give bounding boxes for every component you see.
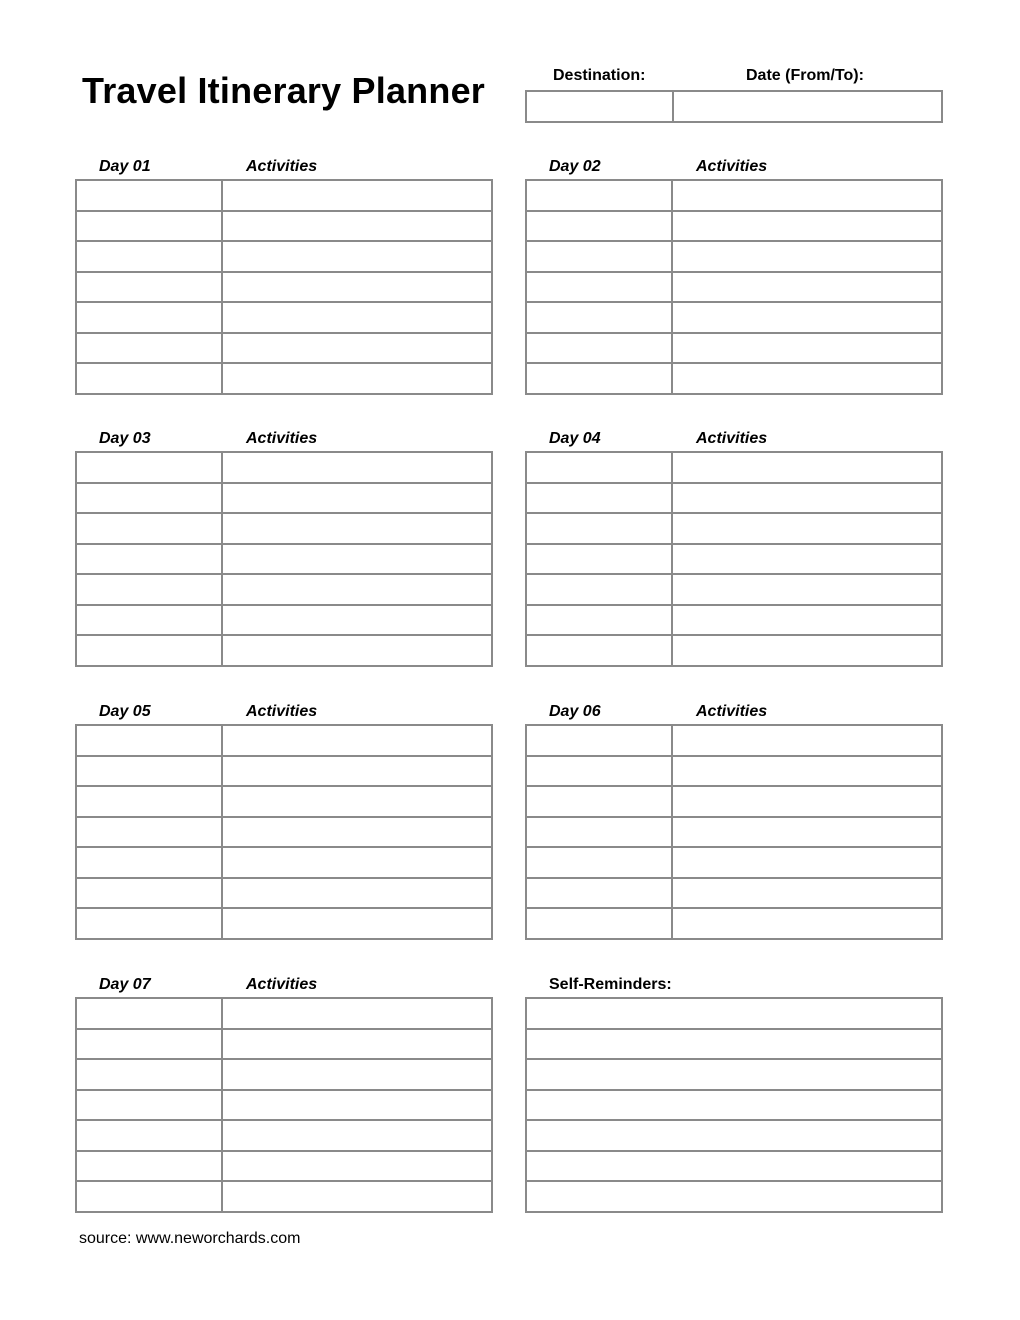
table-row[interactable] bbox=[77, 1091, 491, 1122]
activity-cell[interactable] bbox=[223, 757, 491, 786]
time-cell[interactable] bbox=[527, 757, 673, 786]
table-row[interactable] bbox=[527, 212, 941, 243]
activity-cell[interactable] bbox=[223, 726, 491, 755]
activity-cell[interactable] bbox=[223, 334, 491, 363]
list-item[interactable] bbox=[527, 1152, 941, 1183]
table-row[interactable] bbox=[77, 1060, 491, 1091]
activity-cell[interactable] bbox=[223, 787, 491, 816]
activity-cell[interactable] bbox=[673, 364, 941, 393]
time-cell[interactable] bbox=[527, 848, 673, 877]
time-cell[interactable] bbox=[527, 273, 673, 302]
activities-label: Activities bbox=[246, 430, 318, 447]
reminders-grid bbox=[525, 997, 943, 1213]
time-cell[interactable] bbox=[77, 1152, 223, 1181]
day-label: Day 04 bbox=[549, 430, 601, 447]
day-label: Day 02 bbox=[549, 158, 601, 175]
reminders-label: Self-Reminders: bbox=[549, 976, 672, 993]
day-grid bbox=[525, 179, 943, 395]
table-row[interactable] bbox=[527, 879, 941, 910]
table-row[interactable] bbox=[527, 484, 941, 515]
table-row[interactable] bbox=[77, 364, 491, 393]
time-cell[interactable] bbox=[527, 484, 673, 513]
date-field[interactable] bbox=[674, 92, 941, 121]
time-cell[interactable] bbox=[77, 818, 223, 847]
day-grid bbox=[75, 451, 493, 667]
destination-field[interactable] bbox=[527, 92, 674, 121]
time-cell[interactable] bbox=[77, 303, 223, 332]
table-row[interactable] bbox=[527, 453, 941, 484]
table-row[interactable] bbox=[527, 848, 941, 879]
time-cell[interactable] bbox=[77, 787, 223, 816]
table-row[interactable] bbox=[77, 636, 491, 665]
time-cell[interactable] bbox=[77, 757, 223, 786]
time-cell[interactable] bbox=[77, 364, 223, 393]
table-row[interactable] bbox=[77, 303, 491, 334]
table-row[interactable] bbox=[77, 999, 491, 1030]
day-grid bbox=[75, 724, 493, 940]
table-row[interactable] bbox=[77, 242, 491, 273]
reminder-cell[interactable] bbox=[527, 1182, 941, 1211]
time-cell[interactable] bbox=[527, 334, 673, 363]
day-label: Day 07 bbox=[99, 976, 151, 993]
header-input-box bbox=[525, 90, 943, 123]
time-cell[interactable] bbox=[527, 364, 673, 393]
day-grid bbox=[75, 179, 493, 395]
table-row[interactable] bbox=[77, 726, 491, 757]
activity-cell[interactable] bbox=[673, 484, 941, 513]
day-label: Day 03 bbox=[99, 430, 151, 447]
activity-cell[interactable] bbox=[673, 545, 941, 574]
day-grid bbox=[75, 997, 493, 1213]
table-row[interactable] bbox=[77, 787, 491, 818]
table-row[interactable] bbox=[527, 303, 941, 334]
table-row[interactable] bbox=[527, 726, 941, 757]
activity-cell[interactable] bbox=[223, 818, 491, 847]
table-row[interactable] bbox=[77, 545, 491, 576]
table-row[interactable] bbox=[77, 818, 491, 849]
list-item[interactable] bbox=[527, 1030, 941, 1061]
activity-cell[interactable] bbox=[673, 726, 941, 755]
list-item[interactable] bbox=[527, 1091, 941, 1122]
activity-cell[interactable] bbox=[223, 303, 491, 332]
table-row[interactable] bbox=[77, 273, 491, 304]
list-item[interactable] bbox=[527, 1060, 941, 1091]
table-row[interactable] bbox=[527, 334, 941, 365]
time-cell[interactable] bbox=[77, 1091, 223, 1120]
activity-cell[interactable] bbox=[223, 364, 491, 393]
activity-cell[interactable] bbox=[673, 848, 941, 877]
table-row[interactable] bbox=[527, 757, 941, 788]
table-row[interactable] bbox=[527, 909, 941, 938]
activity-cell[interactable] bbox=[223, 575, 491, 604]
activity-cell[interactable] bbox=[223, 999, 491, 1028]
table-row[interactable] bbox=[527, 514, 941, 545]
activity-cell[interactable] bbox=[223, 181, 491, 210]
activity-cell[interactable] bbox=[223, 848, 491, 877]
reminder-cell[interactable] bbox=[527, 1121, 941, 1150]
reminder-cell[interactable] bbox=[527, 1152, 941, 1181]
activity-cell[interactable] bbox=[673, 636, 941, 665]
time-cell[interactable] bbox=[77, 484, 223, 513]
time-cell[interactable] bbox=[77, 726, 223, 755]
activities-label: Activities bbox=[246, 703, 318, 720]
activity-cell[interactable] bbox=[673, 818, 941, 847]
table-row[interactable] bbox=[77, 1152, 491, 1183]
day-label: Day 06 bbox=[549, 703, 601, 720]
list-item[interactable] bbox=[527, 999, 941, 1030]
time-cell[interactable] bbox=[77, 273, 223, 302]
table-row[interactable] bbox=[77, 181, 491, 212]
time-cell[interactable] bbox=[77, 1030, 223, 1059]
table-row[interactable] bbox=[77, 453, 491, 484]
activity-cell[interactable] bbox=[223, 606, 491, 635]
table-row[interactable] bbox=[77, 212, 491, 243]
time-cell[interactable] bbox=[527, 453, 673, 482]
activity-cell[interactable] bbox=[223, 453, 491, 482]
reminder-cell[interactable] bbox=[527, 999, 941, 1028]
activity-cell[interactable] bbox=[673, 303, 941, 332]
activity-cell[interactable] bbox=[223, 1121, 491, 1150]
reminder-cell[interactable] bbox=[527, 1060, 941, 1089]
reminder-cell[interactable] bbox=[527, 1030, 941, 1059]
activities-label: Activities bbox=[246, 158, 318, 175]
table-row[interactable] bbox=[77, 1182, 491, 1211]
activity-cell[interactable] bbox=[673, 575, 941, 604]
day-grid bbox=[525, 451, 943, 667]
activities-label: Activities bbox=[696, 430, 768, 447]
table-row[interactable] bbox=[77, 1121, 491, 1152]
activity-cell[interactable] bbox=[673, 787, 941, 816]
time-cell[interactable] bbox=[77, 242, 223, 271]
table-row[interactable] bbox=[77, 334, 491, 365]
time-cell[interactable] bbox=[527, 726, 673, 755]
activity-cell[interactable] bbox=[223, 242, 491, 271]
time-cell[interactable] bbox=[527, 606, 673, 635]
time-cell[interactable] bbox=[527, 818, 673, 847]
activities-label: Activities bbox=[246, 976, 318, 993]
reminder-cell[interactable] bbox=[527, 1091, 941, 1120]
time-cell[interactable] bbox=[527, 181, 673, 210]
activity-cell[interactable] bbox=[223, 879, 491, 908]
table-row[interactable] bbox=[77, 514, 491, 545]
activity-cell[interactable] bbox=[673, 273, 941, 302]
table-row[interactable] bbox=[527, 242, 941, 273]
time-cell[interactable] bbox=[77, 848, 223, 877]
time-cell[interactable] bbox=[77, 1060, 223, 1089]
activity-cell[interactable] bbox=[223, 636, 491, 665]
table-row[interactable] bbox=[527, 181, 941, 212]
time-cell[interactable] bbox=[77, 514, 223, 543]
activity-cell[interactable] bbox=[673, 909, 941, 938]
activity-cell[interactable] bbox=[673, 606, 941, 635]
activity-cell[interactable] bbox=[223, 1060, 491, 1089]
activity-cell[interactable] bbox=[223, 1152, 491, 1181]
destination-label: Destination: bbox=[553, 67, 646, 84]
activity-cell[interactable] bbox=[673, 181, 941, 210]
time-cell[interactable] bbox=[77, 212, 223, 241]
table-row[interactable] bbox=[77, 879, 491, 910]
table-row[interactable] bbox=[77, 909, 491, 938]
activity-cell[interactable] bbox=[223, 514, 491, 543]
table-row[interactable] bbox=[527, 575, 941, 606]
table-row[interactable] bbox=[77, 575, 491, 606]
time-cell[interactable] bbox=[77, 181, 223, 210]
time-cell[interactable] bbox=[527, 787, 673, 816]
time-cell[interactable] bbox=[77, 606, 223, 635]
day-label: Day 01 bbox=[99, 158, 151, 175]
table-row[interactable] bbox=[527, 787, 941, 818]
time-cell[interactable] bbox=[77, 636, 223, 665]
activity-cell[interactable] bbox=[223, 212, 491, 241]
activity-cell[interactable] bbox=[673, 757, 941, 786]
time-cell[interactable] bbox=[527, 514, 673, 543]
time-cell[interactable] bbox=[527, 303, 673, 332]
table-row[interactable] bbox=[527, 273, 941, 304]
time-cell[interactable] bbox=[77, 1182, 223, 1211]
activity-cell[interactable] bbox=[223, 1182, 491, 1211]
activity-cell[interactable] bbox=[223, 484, 491, 513]
activity-cell[interactable] bbox=[223, 909, 491, 938]
activity-cell[interactable] bbox=[223, 545, 491, 574]
time-cell[interactable] bbox=[77, 575, 223, 604]
time-cell[interactable] bbox=[77, 545, 223, 574]
activities-label: Activities bbox=[696, 158, 768, 175]
table-row[interactable] bbox=[77, 606, 491, 637]
time-cell[interactable] bbox=[527, 212, 673, 241]
date-label: Date (From/To): bbox=[746, 67, 864, 84]
activity-cell[interactable] bbox=[223, 1030, 491, 1059]
source-footer: source: www.neworchards.com bbox=[79, 1230, 301, 1247]
activity-cell[interactable] bbox=[223, 273, 491, 302]
page-title: Travel Itinerary Planner bbox=[82, 70, 485, 111]
time-cell[interactable] bbox=[527, 636, 673, 665]
day-label: Day 05 bbox=[99, 703, 151, 720]
activities-label: Activities bbox=[696, 703, 768, 720]
activity-cell[interactable] bbox=[673, 242, 941, 271]
activity-cell[interactable] bbox=[673, 453, 941, 482]
time-cell[interactable] bbox=[77, 879, 223, 908]
activity-cell[interactable] bbox=[673, 514, 941, 543]
time-cell[interactable] bbox=[527, 545, 673, 574]
time-cell[interactable] bbox=[77, 909, 223, 938]
activity-cell[interactable] bbox=[673, 212, 941, 241]
table-row[interactable] bbox=[527, 818, 941, 849]
table-row[interactable] bbox=[77, 848, 491, 879]
activity-cell[interactable] bbox=[223, 1091, 491, 1120]
time-cell[interactable] bbox=[77, 1121, 223, 1150]
activity-cell[interactable] bbox=[673, 879, 941, 908]
activity-cell[interactable] bbox=[673, 334, 941, 363]
time-cell[interactable] bbox=[77, 453, 223, 482]
table-row[interactable] bbox=[77, 757, 491, 788]
time-cell[interactable] bbox=[527, 242, 673, 271]
table-row[interactable] bbox=[527, 636, 941, 665]
list-item[interactable] bbox=[527, 1182, 941, 1211]
table-row[interactable] bbox=[527, 606, 941, 637]
list-item[interactable] bbox=[527, 1121, 941, 1152]
time-cell[interactable] bbox=[527, 879, 673, 908]
time-cell[interactable] bbox=[527, 909, 673, 938]
table-row[interactable] bbox=[527, 545, 941, 576]
time-cell[interactable] bbox=[77, 334, 223, 363]
table-row[interactable] bbox=[527, 364, 941, 393]
time-cell[interactable] bbox=[77, 999, 223, 1028]
time-cell[interactable] bbox=[527, 575, 673, 604]
day-grid bbox=[525, 724, 943, 940]
table-row[interactable] bbox=[77, 1030, 491, 1061]
table-row[interactable] bbox=[77, 484, 491, 515]
